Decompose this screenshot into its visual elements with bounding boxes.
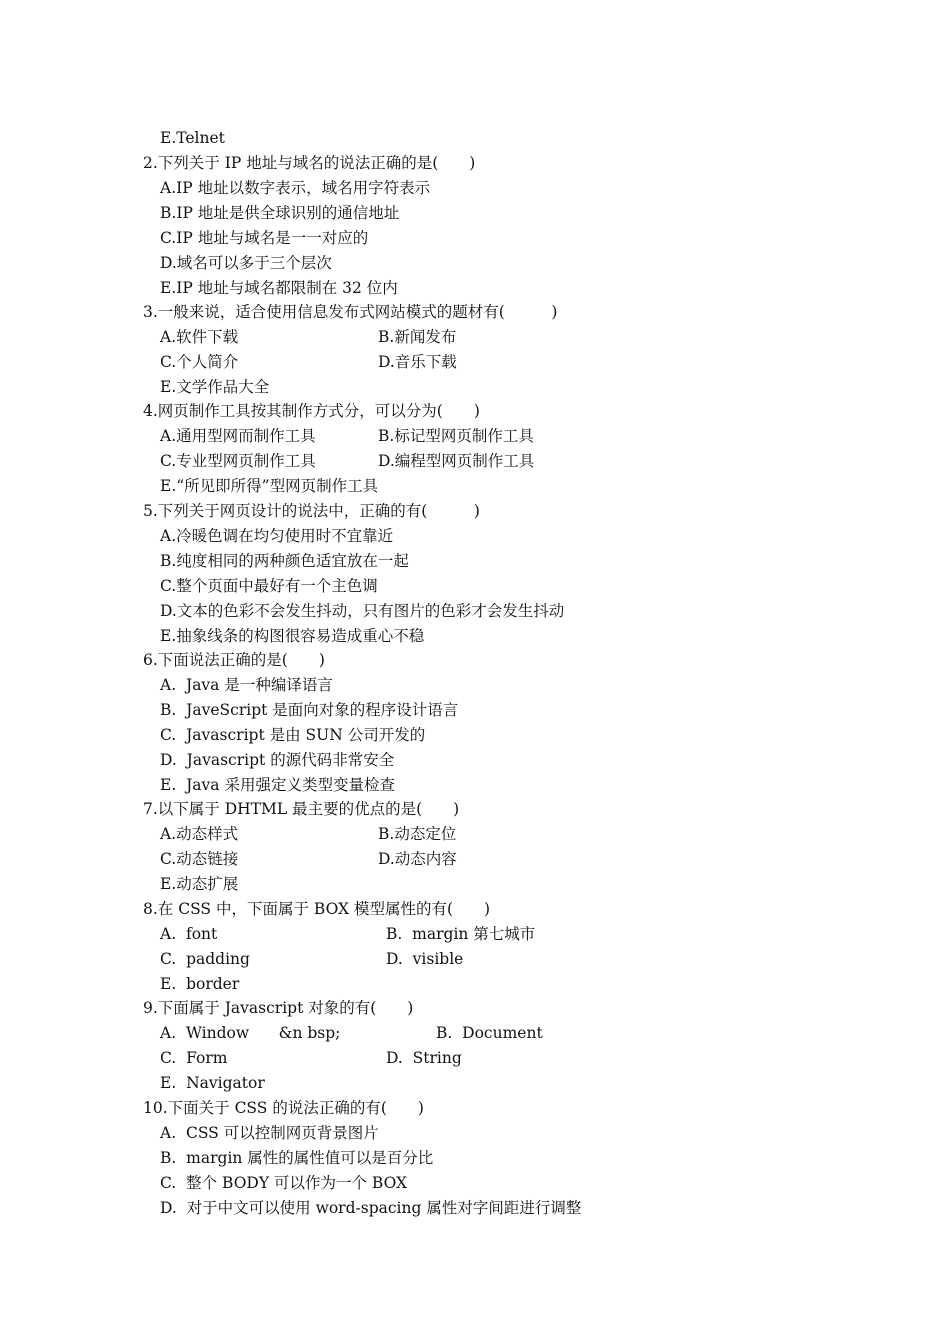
q3-option-c: C.个人简介 <box>160 353 239 371</box>
question-3: 3.一般来说，适合使用信息发布式网站模式的题材有( ) <box>143 303 558 321</box>
q7-option-c: C.动态链接 <box>160 850 239 868</box>
question-9: 9.下面属于 Javascript 对象的有( ) <box>143 999 414 1017</box>
q2-option-b: B.IP 地址是供全球识别的通信地址 <box>160 204 400 222</box>
q5-option-e: E.抽象线条的构图很容易造成重心不稳 <box>160 627 425 645</box>
q9-option-e: E. Navigator <box>160 1074 265 1092</box>
q3-option-b: B.新闻发布 <box>378 328 457 346</box>
q8-option-d: D. visible <box>386 950 464 968</box>
q2-option-e: E.IP 地址与域名都限制在 32 位内 <box>160 279 398 297</box>
q8-option-a: A. font <box>160 925 218 943</box>
q10-option-d: D. 对于中文可以使用 word-spacing 属性对字间距进行调整 <box>160 1199 582 1217</box>
question-4: 4.网页制作工具按其制作方式分，可以分为( ) <box>143 402 480 420</box>
q4-option-a: A.通用型网而制作工具 <box>160 427 316 445</box>
q4-option-d: D.编程型网页制作工具 <box>378 452 535 470</box>
q3-option-e: E.文学作品大全 <box>160 378 270 396</box>
q5-option-c: C.整个页面中最好有一个主色调 <box>160 577 378 595</box>
q10-option-c: C. 整个 BODY 可以作为一个 BOX <box>160 1174 408 1192</box>
q1-option-e: E.Telnet <box>160 129 225 147</box>
q8-option-e: E. border <box>160 975 240 993</box>
q10-option-b: B. margin 属性的属性值可以是百分比 <box>160 1149 434 1167</box>
q6-option-e: E. Java 采用强定义类型变量检查 <box>160 776 395 794</box>
q2-option-c: C.IP 地址与域名是一一对应的 <box>160 229 369 247</box>
q6-option-b: B. JaveScript 是面向对象的程序设计语言 <box>160 701 459 719</box>
q4-option-c: C.专业型网页制作工具 <box>160 452 316 470</box>
q3-option-d: D.音乐下载 <box>378 353 457 371</box>
q9-option-b: B. Document <box>436 1024 543 1042</box>
q5-option-a: A.冷暖色调在均匀使用时不宜靠近 <box>160 527 394 545</box>
q5-option-b: B.纯度相同的两种颜色适宜放在一起 <box>160 552 409 570</box>
question-2: 2.下列关于 IP 地址与域名的说法正确的是( ) <box>143 154 476 172</box>
q6-option-d: D. Javascript 的源代码非常安全 <box>160 751 395 769</box>
question-7: 7.以下属于 DHTML 最主要的优点的是( ) <box>143 800 460 818</box>
question-6: 6.下面说法正确的是( ) <box>143 651 325 669</box>
q7-option-b: B.动态定位 <box>378 825 457 843</box>
q7-option-d: D.动态内容 <box>378 850 457 868</box>
q7-option-a: A.动态样式 <box>160 825 239 843</box>
q9-option-a: A. Window &n bsp; <box>160 1024 341 1042</box>
question-10: 10.下面关于 CSS 的说法正确的有( ) <box>143 1099 424 1117</box>
question-5: 5.下列关于网页设计的说法中，正确的有( ) <box>143 502 480 520</box>
q6-option-c: C. Javascript 是由 SUN 公司开发的 <box>160 726 426 744</box>
q3-option-a: A.软件下载 <box>160 328 239 346</box>
q9-option-d: D. String <box>386 1049 462 1067</box>
q5-option-d: D.文本的色彩不会发生抖动，只有图片的色彩才会发生抖动 <box>160 602 565 620</box>
q9-option-c: C. Form <box>160 1049 228 1067</box>
q6-option-a: A. Java 是一种编译语言 <box>160 676 333 694</box>
q10-option-a: A. CSS 可以控制网页背景图片 <box>160 1124 379 1142</box>
q2-option-d: D.域名可以多于三个层次 <box>160 254 332 272</box>
q8-option-b: B. margin 第七城市 <box>386 925 536 943</box>
q4-option-b: B.标记型网页制作工具 <box>378 427 534 445</box>
question-8: 8.在 CSS 中，下面属于 BOX 模型属性的有( ) <box>143 900 491 918</box>
q7-option-e: E.动态扩展 <box>160 875 239 893</box>
q2-option-a: A.IP 地址以数字表示，域名用字符表示 <box>160 179 431 197</box>
q8-option-c: C. padding <box>160 950 250 968</box>
q4-option-e: E.“所见即所得”型网页制作工具 <box>160 477 379 495</box>
